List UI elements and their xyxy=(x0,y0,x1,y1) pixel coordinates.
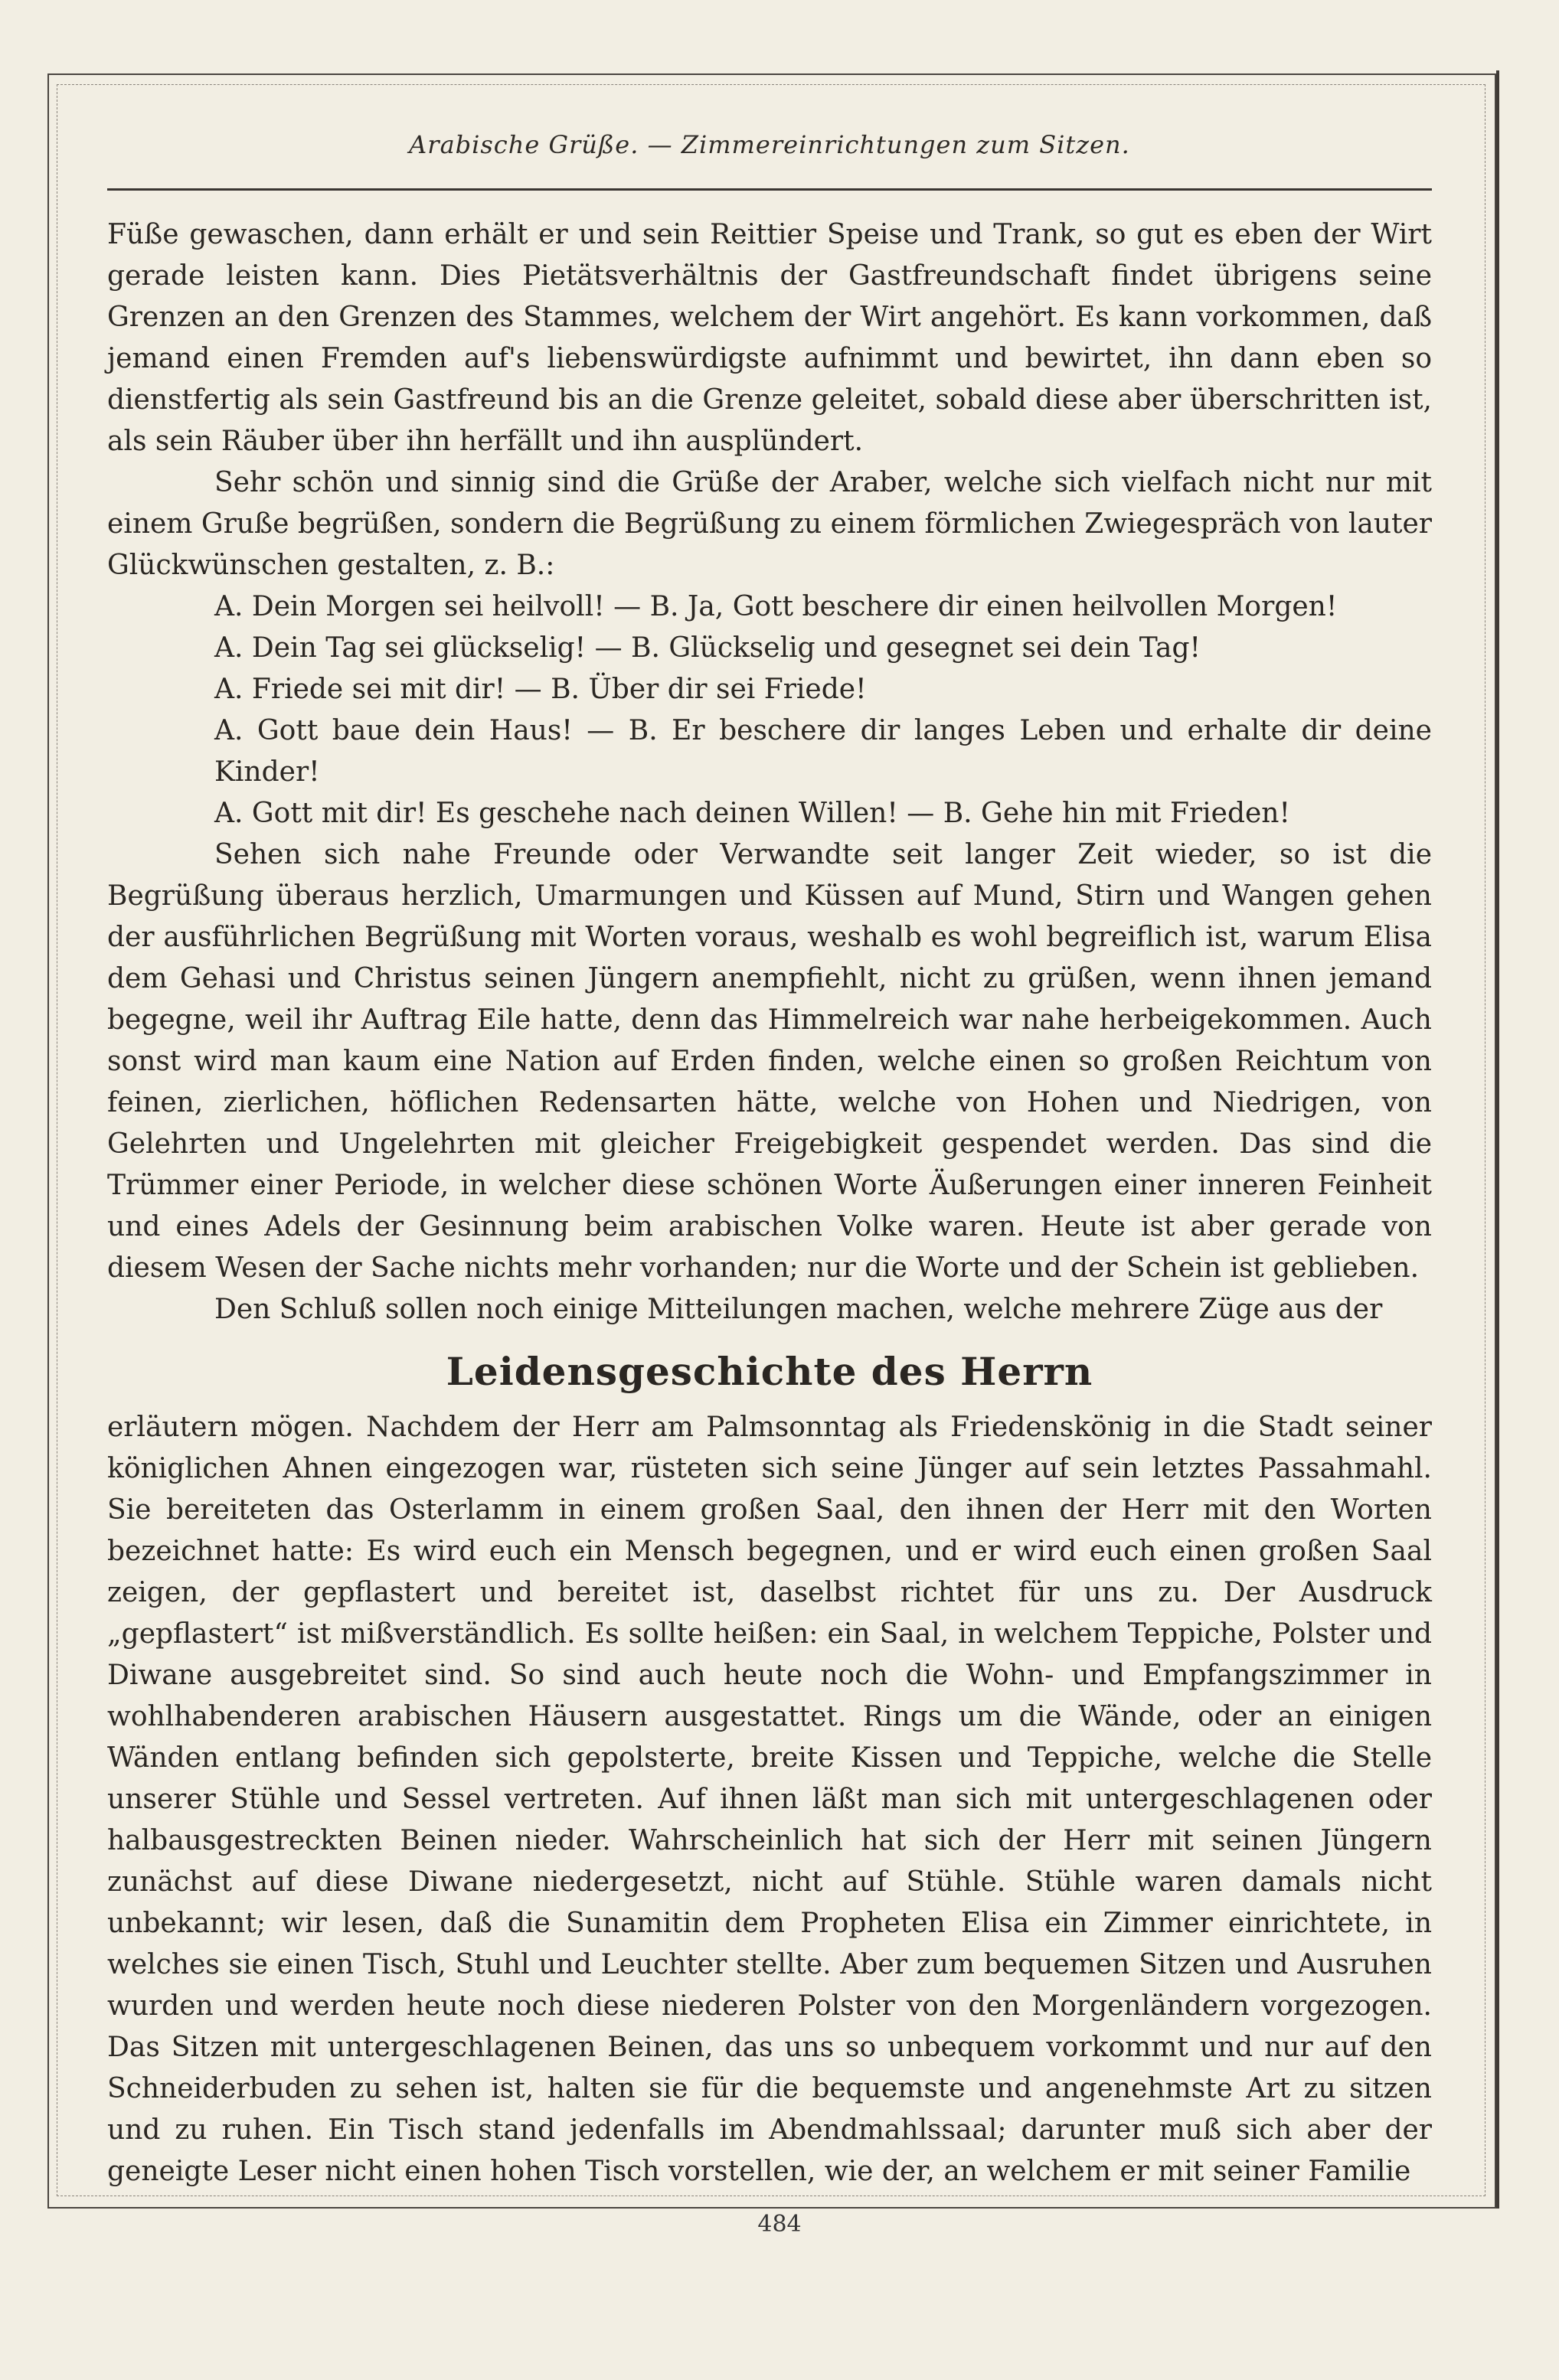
running-head-rule xyxy=(107,188,1432,191)
body-text xyxy=(107,214,1432,2192)
running-head: Arabische Grüße. — Zimmereinrichtungen zum Sitzen. xyxy=(409,130,1130,159)
greeting-line: A. Dein Morgen sei heilvoll! — B. Ja, Gott beschere dir einen heilvollen Morgen! xyxy=(214,591,1338,622)
paragraph: erläutern mögen. Nachdem der Herr am Palmsonntag als Friedenskönig in die Stadt seiner königlichen Ahnen eingezogen war, rüsteten sich seine Jünger auf sein letztes Passahmahl. Sie bereiteten das Osterlamm in einem großen Saal, den ihnen der Herr mit den Worten bezeichnet hatte: Es wird euch ein Mensch begegnen, und er wird euch einen großen Saal zeigen, der gepflastert und bereitet ist, daselbst richtet für uns zu. Der Ausdruck „gepflastert“ ist mißverständlich. Es sollte heißen: ein Saal, in welchem Teppiche, Polster und Diwane ausgebreitet sind. So sind auch heute noch die Wohn- und Empfangszimmer in wohlhabenderen arabischen Häusern ausgestattet. Rings um die Wände, oder an einigen Wänden entlang befinden sich gepolsterte, breite Kissen und Teppiche, welche die Stelle unserer Stühle und Sessel vertreten. Auf ihnen läßt man sich mit untergeschlagenen oder halbausgestreckten Beinen nieder. Wahrscheinlich hat sich der Herr mit seinen Jüngern zunächst auf diese Diwane niedergesetzt, nicht auf Stühle. Stühle waren damals nicht unbekannt; wir lesen, daß die Sunamitin dem Propheten Elisa ein Zimmer einrichtete, in welches sie einen Tisch, Stuhl und Leuchter stellte. Aber zum bequemen Sitzen und Ausruhen wurden und werden heute noch diese niederen Polster von den Morgenländern vorgezogen. Das Sitzen mit untergeschlagenen Beinen, das uns so unbequem vorkommt und nur auf den Schneiderbuden zu sehen ist, halten sie für die bequemste und angenehmste Art zu sitzen und zu ruhen. Ein Tisch stand jedenfalls im Abendmahlssaal; darunter muß sich aber der geneigte Leser nicht einen hohen Tisch vorstellen, wie der, an welchem er mit seiner Familie xyxy=(107,1412,1432,2187)
paragraph: Füße gewaschen, dann erhält er und sein Reittier Speise und Trank, so gut es eben der Wirt gerade leisten kann. Dies Pietätsverhältnis der Gastfreundschaft findet übrigens seine Grenzen an den Grenzen des Stammes, welchem der Wirt angehört. Es kann vorkommen, daß jemand einen Fremden auf's liebenswürdigste aufnimmt und bewirtet, ihn dann eben so dienstfertig als sein Gastfreund bis an die Grenze geleitet, sobald diese aber überschritten ist, als sein Räuber über ihn herfällt und ihn ausplündert. xyxy=(107,219,1432,457)
greeting-line: A. Gott mit dir! Es geschehe nach deinen Willen! — B. Gehe hin mit Frieden! xyxy=(214,798,1290,829)
section-heading: Leidensgeschichte des Herrn xyxy=(446,1349,1093,1394)
paragraph: Sehr schön und sinnig sind die Grüße der Araber, welche sich vielfach nicht nur mit einem Gruße begrüßen, sondern die Begrüßung zu einem förmlichen Zwiegespräch von lauter Glückwünschen gestalten, z. B.: xyxy=(107,467,1432,581)
page-frame-right-rule xyxy=(1496,70,1499,2209)
paragraph: Den Schluß sollen noch einige Mitteilungen machen, welche mehrere Züge aus der xyxy=(214,1294,1383,1325)
greeting-line: A. Gott baue dein Haus! — B. Er beschere dir langes Leben und erhalte dir deine Kinder! xyxy=(214,715,1432,788)
paragraph: Sehen sich nahe Freunde oder Verwandte seit langer Zeit wieder, so ist die Begrüßung überaus herzlich, Umarmungen und Küssen auf Mund, Stirn und Wangen gehen der ausführlichen Begrüßung mit Worten voraus, weshalb es wohl begreiflich ist, warum Elisa dem Gehasi und Christus seinen Jüngern anempfiehlt, nicht zu grüßen, wenn ihnen jemand begegne, weil ihr Auftrag Eile hatte, denn das Himmelreich war nahe herbeigekommen. Auch sonst wird man kaum eine Nation auf Erden finden, welche einen so großen Reichtum von feinen, zierlichen, höflichen Redensarten hätte, welche von Hohen und Niedrigen, von Gelehrten und Ungelehrten mit gleicher Freigebigkeit gespendet werden. Das sind die Trümmer einer Periode, in welcher diese schönen Worte Äußerungen einer inneren Feinheit und eines Adels der Gesinnung beim arabischen Volke waren. Heute ist aber gerade von diesem Wesen der Sache nichts mehr vorhanden; nur die Worte und der Schein ist geblieben. xyxy=(107,839,1432,1284)
greeting-line: A. Friede sei mit dir! — B. Über dir sei Friede! xyxy=(214,674,867,705)
greeting-line: A. Dein Tag sei glückselig! — B. Glückselig und gesegnet sei dein Tag! xyxy=(214,632,1201,664)
page-number: 484 xyxy=(757,2211,802,2238)
